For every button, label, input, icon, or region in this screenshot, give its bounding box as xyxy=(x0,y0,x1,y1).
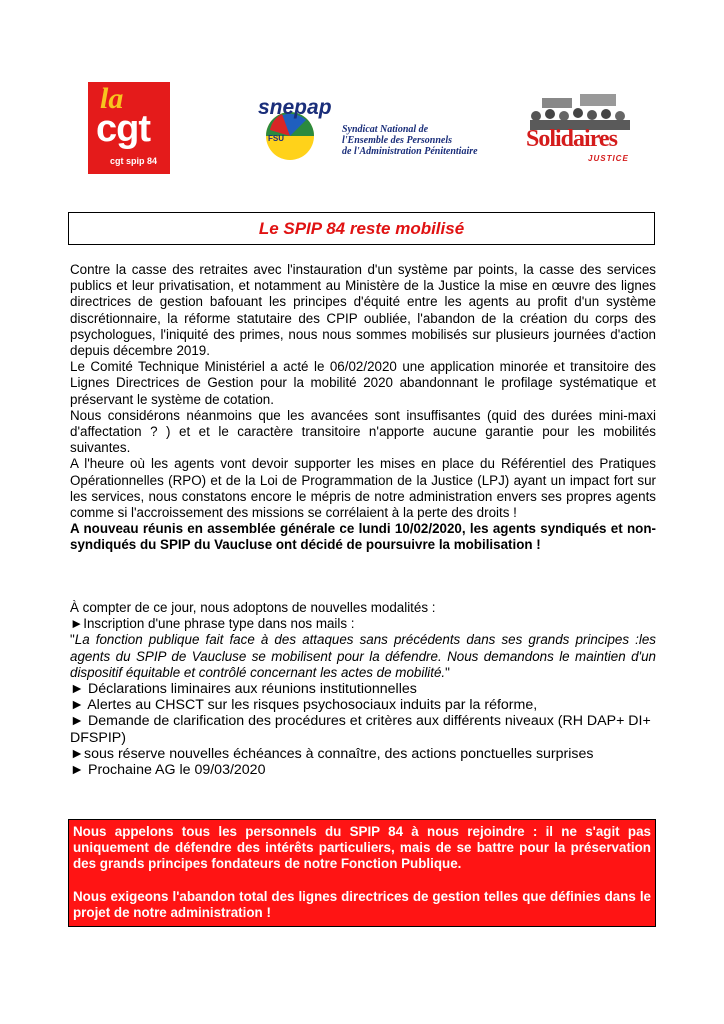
bullet-item: ► Alertes au CHSCT sur les risques psychosociaux induits par la réforme, xyxy=(70,697,538,714)
mail-quote-text: La fonction publique fait face à des attaques sans précédents dans ses grands principes :les agents du SPIP de Vaucluse se mobilisent pour la défendre. Nous demandons le maintien d'un dispositif équitable et contrôlé concernant les actes de mobilité. xyxy=(70,632,656,680)
mail-item: ►Inscription d'une phrase type dans nos mails : xyxy=(70,616,355,632)
paragraph: Contre la casse des retraites avec l'instauration d'un système par points, la casse des services publics et leur privatisation, et notamment au Ministère de la Justice la mise en œuvre des lignes directrices de gestion bafouant les principes d'équité entre les agents au profit d'un système discrétionnaire, la réforme statutaire des CPIP oubliée, l'abandon de la création du corps des psychologues, l'iniquité des primes, nous nous sommes mobilisés sur plusieurs journées d'action depuis décembre 2019. xyxy=(70,262,656,359)
paragraph: Nous considérons néanmoins que les avancées sont insuffisantes (quid des durées mini-maxi d'affectation ? ) et et le caractère transitoire n'apporte aucune garantie pour les mobilités suivantes. xyxy=(70,407,656,456)
modalities-intro: À compter de ce jour, nous adoptons de nouvelles modalités : xyxy=(70,600,436,615)
callout-paragraph: Nous appelons tous les personnels du SPIP 84 à nous rejoindre : il ne s'agit pas uniquement de défendre des intérêts particuliers, mais de se battre pour la préservation des grands principes fondateurs de notre Fonction Publique. xyxy=(73,824,651,872)
paragraph: Le Comité Technique Ministériel a acté le 06/02/2020 une application minorée et transitoire des Lignes Directrices de Gestion pour la mobilité 2020 abandonnant le profilage systématique et préservant le système de cotation. xyxy=(70,359,656,407)
solidaires-logo xyxy=(524,90,636,170)
snepap-fsu: FSU xyxy=(268,134,284,143)
callout-spacer xyxy=(73,873,651,889)
page-title: Le SPIP 84 reste mobilisé xyxy=(258,218,465,238)
mail-quote: "La fonction publique fait face à des attaques sans précédents dans ses grands principes :les agents du SPIP de Vaucluse se mobilisent pour la défendre. Nous demandons le maintien d'un dispositif équitable et contrôlé concernant les actes de mobilité." xyxy=(70,632,656,680)
snepap-logo-text: snepap xyxy=(258,96,332,119)
snepap-tagline-line: l'Ensemble des Personnels xyxy=(342,135,453,146)
snepap-tagline-line: Syndicat National de xyxy=(342,124,429,135)
solidaires-logo-subtitle: JUSTICE xyxy=(588,154,629,163)
solidaires-logo-text: Solidaires xyxy=(526,126,617,152)
snepap-logo xyxy=(252,90,492,165)
paragraph: A l'heure où les agents vont devoir supporter les mises en place du Référentiel des Pratiques Opérationnelles (RPO) et de la Loi de Programmation de la Justice (LPJ) ayant un impact fort sur les services, nous constatons encore le mépris de notre administration envers ses propres agents comme si l'accroissement des missions se corrélaient à la perte des droits ! xyxy=(70,456,656,521)
cgt-logo-la: la xyxy=(100,82,124,115)
modalities-section xyxy=(70,600,656,778)
crowd-icon xyxy=(524,90,636,130)
cgt-logo xyxy=(88,82,170,174)
bullet-item: ► Prochaine AG le 09/03/2020 xyxy=(70,762,266,779)
snepap-tagline-line: de l'Administration Pénitentiaire xyxy=(342,146,478,157)
bullet-item: ►sous réserve nouvelles échéances à connaître, des actions ponctuelles surprises xyxy=(70,745,594,762)
bullet-item: ► Déclarations liminaires aux réunions institutionnelles xyxy=(70,681,417,698)
callout-paragraph: Nous exigeons l'abandon total des lignes directrices de gestion telles que définies dans le projet de notre administration ! xyxy=(73,888,651,920)
body-text xyxy=(70,262,656,554)
bold-statement: A nouveau réunis en assemblée générale ce lundi 10/02/2020, les agents syndiqués et non-syndiqués du SPIP du Vaucluse ont décidé de poursuivre la mobilisation ! xyxy=(70,521,656,553)
bullet-item: ► Demande de clarification des procédures et critères aux différents niveaux (RH DAP+ DI+ DFSPIP) xyxy=(70,713,651,746)
cgt-logo-text: cgt xyxy=(96,108,150,150)
cgt-logo-subtitle: cgt spip 84 xyxy=(110,156,158,166)
snepap-tagline xyxy=(342,124,492,157)
title-box xyxy=(68,212,655,245)
callout-box xyxy=(68,819,656,927)
